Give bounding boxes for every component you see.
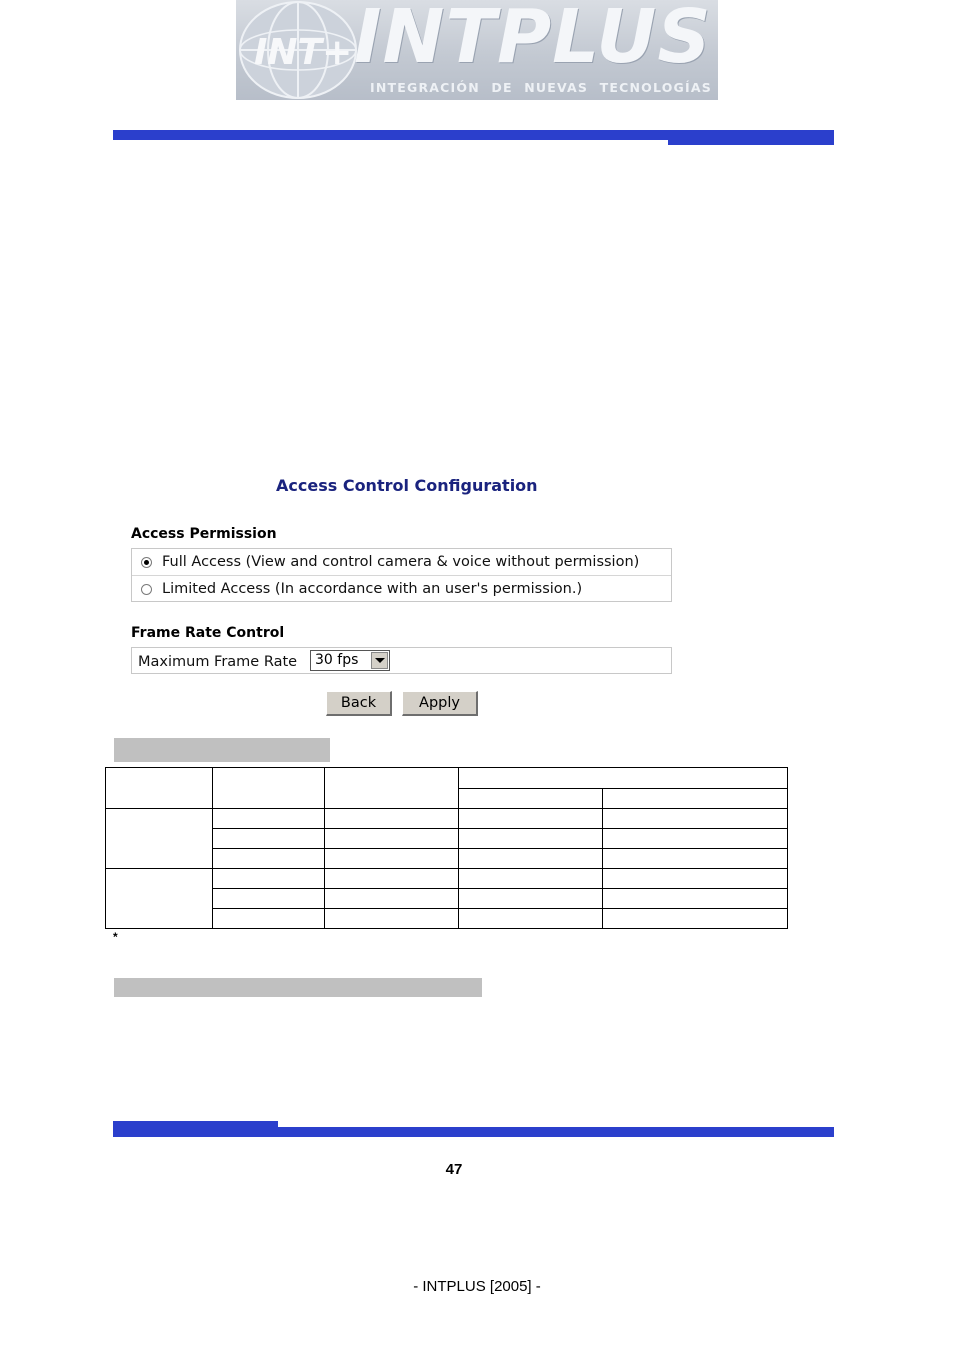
table-header-cell bbox=[603, 788, 788, 809]
logo-wordmark: INTPLUS bbox=[354, 0, 712, 80]
section-heading-block-2 bbox=[114, 978, 482, 997]
page-number: 47 bbox=[445, 1161, 463, 1178]
footer-rule bbox=[113, 1127, 834, 1137]
table-cell bbox=[459, 829, 603, 849]
header-rule-tab bbox=[668, 138, 834, 145]
full-access-radio[interactable] bbox=[141, 557, 152, 568]
full-access-label: Full Access (View and control camera & voice without permission) bbox=[162, 554, 640, 570]
table-cell bbox=[603, 909, 788, 929]
table-cell bbox=[325, 889, 459, 909]
table-cell bbox=[213, 809, 325, 829]
table-cell bbox=[325, 869, 459, 889]
dropdown-arrow-icon[interactable] bbox=[371, 652, 388, 669]
table-header-cell bbox=[106, 768, 213, 809]
limited-access-row[interactable] bbox=[132, 576, 671, 601]
globe-icon bbox=[236, 0, 361, 100]
table-cell bbox=[213, 849, 325, 869]
table-cell bbox=[603, 889, 788, 909]
table-cell bbox=[459, 849, 603, 869]
table-row bbox=[106, 869, 788, 889]
table-cell bbox=[106, 869, 213, 929]
table-header-cell bbox=[325, 768, 459, 809]
table-header-cell bbox=[459, 768, 788, 789]
footer-text: - INTPLUS [2005] - bbox=[413, 1278, 541, 1295]
access-permission-label: Access Permission bbox=[131, 526, 277, 542]
table-footnote-marker: * bbox=[113, 930, 118, 944]
table-cell bbox=[325, 909, 459, 929]
limited-access-radio[interactable] bbox=[141, 584, 152, 595]
section-heading-block bbox=[114, 738, 330, 762]
table-cell bbox=[325, 849, 459, 869]
table-cell bbox=[106, 809, 213, 869]
logo-tagline: INTEGRACIÓN DE NUEVAS TECNOLOGÍAS bbox=[370, 80, 712, 95]
table-cell bbox=[213, 829, 325, 849]
table-cell bbox=[459, 869, 603, 889]
table-cell bbox=[325, 829, 459, 849]
table-cell bbox=[213, 909, 325, 929]
full-access-row[interactable] bbox=[132, 549, 671, 576]
frame-rate-box bbox=[131, 647, 672, 674]
apply-button[interactable]: Apply bbox=[402, 691, 478, 716]
table-header-row bbox=[106, 768, 788, 789]
table-cell bbox=[603, 849, 788, 869]
table-cell bbox=[603, 869, 788, 889]
table-cell bbox=[213, 889, 325, 909]
page-title: Access Control Configuration bbox=[276, 476, 538, 495]
data-table bbox=[105, 767, 788, 929]
table-header-cell bbox=[459, 788, 603, 809]
max-frame-rate-label: Maximum Frame Rate bbox=[138, 654, 298, 670]
table-cell bbox=[325, 809, 459, 829]
table-header-cell bbox=[213, 768, 325, 809]
access-permission-box bbox=[131, 548, 672, 602]
frame-rate-value: 30 fps bbox=[315, 652, 359, 668]
limited-access-label: Limited Access (In accordance with an user's permission.) bbox=[162, 581, 583, 597]
table-cell bbox=[603, 809, 788, 829]
table-cell bbox=[459, 889, 603, 909]
frame-rate-select[interactable] bbox=[310, 650, 390, 671]
table-cell bbox=[459, 809, 603, 829]
table-row bbox=[106, 809, 788, 829]
table-cell bbox=[213, 869, 325, 889]
logo-mark: INT+ bbox=[254, 32, 353, 73]
table-cell bbox=[603, 829, 788, 849]
table-cell bbox=[459, 909, 603, 929]
frame-rate-label: Frame Rate Control bbox=[131, 625, 285, 641]
intplus-logo bbox=[236, 0, 718, 100]
back-button[interactable]: Back bbox=[326, 691, 392, 716]
